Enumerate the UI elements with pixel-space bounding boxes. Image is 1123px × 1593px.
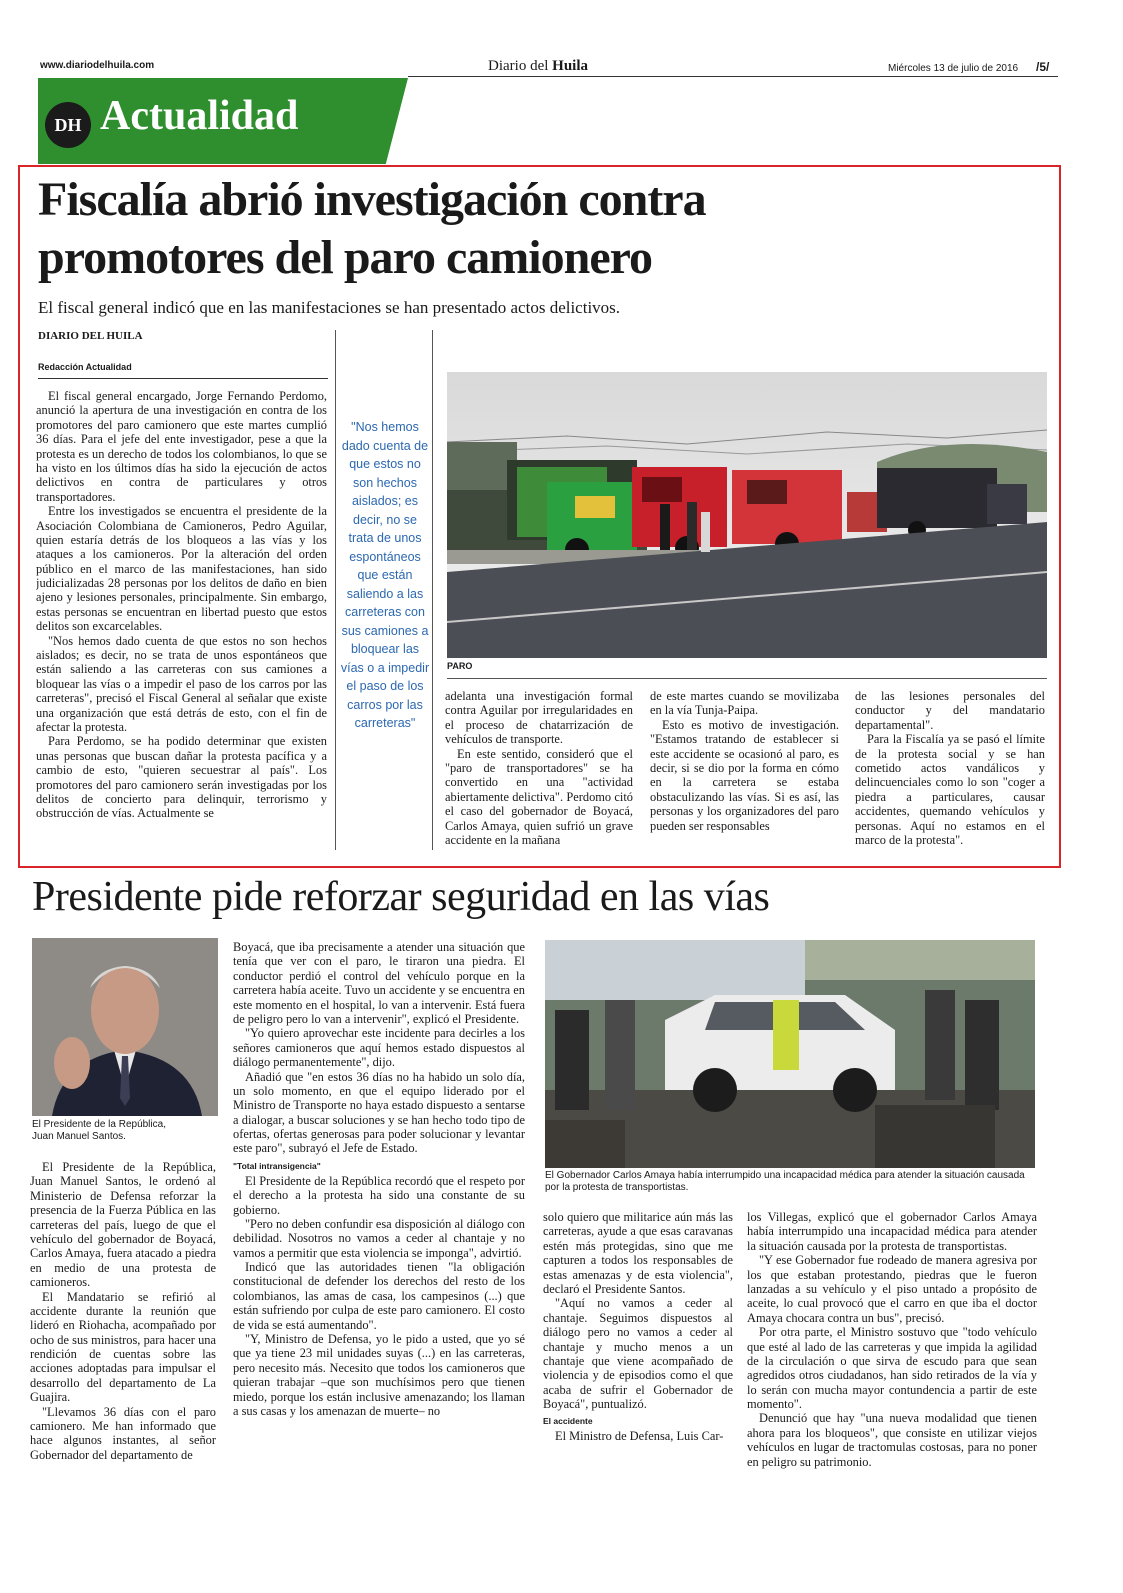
byline: Redacción Actualidad [38,362,132,372]
article2-headline: Presidente pide reforzar seguridad en las vías [32,874,770,920]
page-header [38,58,1058,80]
paragraph: Añadió que "en estos 36 días no ha habido un solo día, un solo momento, en que el equipo liderado por el Ministro de Transporte no haya estado dispuesto a sentarse a dialogar, a buscar soluciones y se han hecho todo tipo de ofertas, ofertas generosas para poder solucionar y levantar este paro", subrayó el Jefe de Estado. [233,1069,525,1156]
byline-rule [38,378,328,379]
paragraph: "Aquí no vamos a ceder al chantaje. Seguimos dispuestos al diálogo pero no vamos a ceder al chantaje y mucho menos a un chantaje que viene acompañado de violencia y de episodios como el que acaba de sufrir el Gobernador de Boyacá", puntualizó. [543,1296,733,1412]
website-url: www.diariodelhuila.com [40,60,155,71]
article2-col-3 [543,1210,733,1480]
trucks-photo-caption: PARO [447,661,473,671]
paragraph: Boyacá, que iba precisamente a atender una situación que tenía que ver con el paro, le tiraron una piedra. El conductor perdió el control del vehículo porque en la carretera había aceite. Tuvo un accidente y se encuentra en este momento en el hospital, lo van a intervenir. Está fuera de peligro pero lo van a intervenir", explicó el Presidente. [233,940,525,1026]
pull-quote: "Nos hemos dado cuenta de que estos no son hechos aislados; es decir, no se trata de unos espontáneos que están saliendo a las carreteras con sus camiones a bloquear las vías o a impedir el paso de los carros por las carreteras" [340,420,430,730]
pullquote-rule-left [335,330,336,850]
paragraph: El Mandatario se refirió al accidente durante la reunión que lideró en Riohacha, acompañado por ocho de sus ministros, para hacer una rendición de cuentas sobre las acciones adoptadas para impulsar el desarrollo del departamento de La Guajira. [30,1289,216,1405]
trucks-photo [447,372,1047,658]
article1-col-5 [855,689,1045,855]
accident-photo [545,940,1035,1168]
headline-line-1: Fiscalía abrió investigación contra [38,173,706,226]
header-rule [408,76,1058,77]
article2-col-1 [30,1160,216,1480]
paragraph: "Y, Ministro de Defensa, yo le pido a usted, que yo sé que ya tiene 23 mil unidades suyas (...) en las carreteras, pero necesito más. Necesito que todos los camioneros que quieran trabajar –que son muchísimos pero que tienen miedo, porque los están inclusive amenazando; los llaman a sus casas y los amenazan de muerte– no [233,1332,525,1418]
paragraph: adelanta una investigación formal contra Aguilar por irregularidades en el proceso de chatarrización de vehículos de transporte. [445,689,633,747]
paragraph: Para la Fiscalía ya se pasó el límite de la protesta social y se han cometido actos vandálicos y delincuenciales como lo son "coger a piedra a particulares, causar accidentes, quemando vehículos y personas. Aquí no estamos en el marco de la protesta". [855,732,1045,847]
paragraph: En este sentido, consideró que el "paro de transportadores" se ha convertido en una "actividad abiertamente delictiva". Perdomo citó el caso del gobernador de Boyacá, Carlos Amaya, quien sufrió un grave accidente en la mañana [445,746,633,847]
president-portrait [32,938,218,1116]
paragraph: El fiscal general encargado, Jorge Fernando Perdomo, anunció la apertura de una investigación en contra de los promotores del paro camionero que este martes cumplió 36 días. Para el jefe del ente investigador, pese a que la protesta es un derecho de todos los colombianos, lo que se ha visto en los últimos días ha sido la ejecución de actos delictivos en contra de particulares y otros transportadores. [36,389,327,504]
paragraph: "Y ese Gobernador fue rodeado de manera agresiva por los que estaban protestando, piedras que le fueron lanzadas a su vehículo y el piso untado a propósito de aceite, lo cual provocó que el carro en que iba el doctor Amaya chocara contra un bus", precisó. [747,1253,1037,1325]
paragraph: "Pero no deben confundir esa disposición al diálogo con debilidad. Nosotros no vamos a ceder al chantaje y no vamos a permitir que esta violencia se imponga", advirtió. [233,1216,525,1260]
paragraph: "Nos hemos dado cuenta de que estos no son hechos aislados; es decir, no se trata de unos espontáneos que están saliendo a las carreteras con sus camiones a bloquear las vías o a impedir el paso de los carros por las carreteras", precisó el Fiscal General al señalar que existe una organización que está detrás de esto, con el fin de afectar la protesta. [36,633,327,734]
paragraph: de las lesiones personales del conductor y del mandatario departamental". [855,689,1045,732]
headline-line-2: promotores del paro camionero [38,231,653,284]
paragraph: Esto es motivo de investigación. "Estamos tratando de establecer si este accidente se ocasionó al paro, es decir, si se dio por la forma en cómo en la carretera se estaba obstaculizando las vías. Si es así, las personas y los organizadores del paro pueden ser responsables [650,717,839,833]
paragraph: "Llevamos 36 días con el paro camionero. Me han informado que hace algunos instantes, al señor Gobernador del departamento de [30,1404,216,1462]
paragraph: Para Perdomo, se ha podido determinar que existen unas personas que buscan dañar la protesta pacífica y a cambio de esto, "quieren secuestrar al país". Los promotores del paro camionero serán investigadas por los delitos de concierto para delinquir, terrorismo y obstrucción de vías. Actualmente se [36,734,327,821]
source-line: DIARIO DEL HUILA [38,330,143,342]
article1-col-3 [445,689,633,855]
photo-caption-rule [447,678,1047,679]
paragraph: Por otra parte, el Ministro sostuvo que "todo vehículo que esté al lado de las carreteras y que impida la agilidad de la circulación o que sirva de escudo para que sean agredidos otros ciudadanos, han sido retirados de la vía y lo serán con mucha mayor contundencia a partir de este momento". [747,1325,1037,1412]
paragraph: Denunció que hay "una nueva modalidad que tienen ahora para los bloqueos", que consiste en utilizar viejos vehículos en lugar de tractomulas costosas, para no poner en peligro su patrimonio. [747,1411,1037,1469]
paragraph: El Ministro de Defensa, Luis Car- [555,1429,724,1444]
paragraph: Entre los investigados se encuentra el presidente de la Asociación Colombiana de Camioneros, Pedro Aguilar, quien estaría detrás de los bloqueos a las vías y los ataques a los camioneros. Por la alteración del orden público en el marco de las manifestaciones, han sido judicializadas 28 personas por los delitos de daño en bien ajeno y lesiones personales, principalmente. Sin embargo, estas personas se encuentran en libertad puesto que estos delitos son excarcelables. [36,504,327,634]
masthead [488,58,588,75]
paragraph: los Villegas, explicó que el gobernador Carlos Amaya había interrumpido una incapacidad médica para atender la situación causada por la protesta de transportistas. [747,1210,1037,1253]
paragraph: de este martes cuando se movilizaba en la vía Tunja-Paipa. [650,689,839,718]
article2-col-4 [747,1210,1037,1480]
subheading: El accidente [543,1416,593,1427]
page-number: /5/ [1036,60,1050,74]
article2-col-2 [233,940,525,1480]
paragraph: Indicó que las autoridades tienen "la obligación constitucional de defender los derechos del resto de los colombianos, las amas de casa, los campesinos (...) que están sufriendo por culpa de este paro camionero. El costo de vida se está aumentando". [233,1260,525,1332]
paragraph: solo quiero que militarice aún más las carreteras, ayude a que esas caravanas estén más protegidas, sino que me capturen a todos los responsables de estas amenazas y de esta violencia", declaró el Presidente Santos. [543,1210,733,1296]
issue-date: Miércoles 13 de julio de 2016 [888,63,1019,74]
portrait-caption: El Presidente de la República, Juan Manuel Santos. [32,1119,166,1142]
dh-logo-text: DH [54,115,82,135]
paragraph: "Yo quiero aprovechar este incidente para decirles a los señores camioneros que aquí hemos estado dispuestos al diálogo permanentemente", dijo. [233,1026,525,1070]
dh-logo [45,102,91,148]
paragraph: El Presidente de la República, Juan Manuel Santos, le ordenó al Ministerio de Defensa reforzar la presencia de la Fuerza Pública en las carreteras del país, luego de que el vehículo del gobernador de Boyacá, Carlos Amaya, fuera atacado a piedra en medio de una protesta de camioneros. [30,1160,216,1290]
article1-col-4 [650,689,839,855]
subheadline: El fiscal general indicó que en las manifestaciones se han presentado actos delictivos. [38,298,621,317]
article1-col-1 [36,389,327,851]
subheading: "Total intransigencia" [233,1160,321,1171]
section-title: Actualidad [100,93,299,139]
pullquote-rule-right [432,330,433,850]
masthead-prefix: Diario del [488,58,549,74]
paragraph: El Presidente de la República recordó que el respeto por el derecho a la protesta ha sido una constante de su gobierno. [233,1173,525,1217]
accident-photo-caption: El Gobernador Carlos Amaya había interrumpido una incapacidad médica para atender la situación causada por la protesta de transportistas. [545,1170,1025,1193]
masthead-bold: Huila [552,58,589,74]
